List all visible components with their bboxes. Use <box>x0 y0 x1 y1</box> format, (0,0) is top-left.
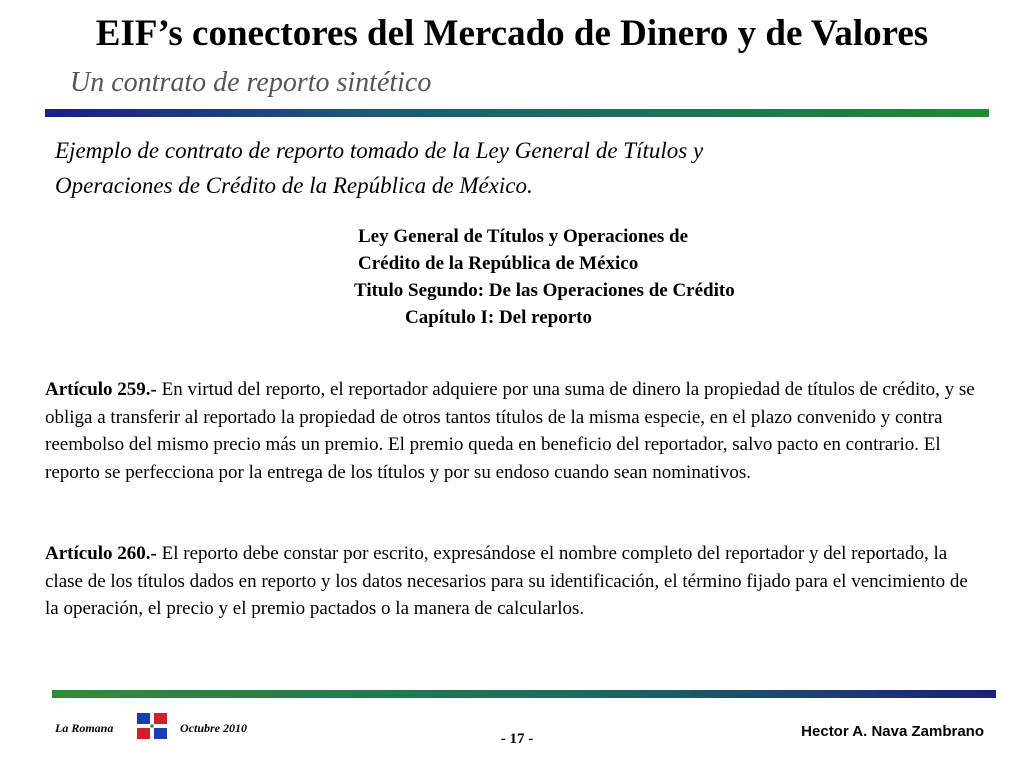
footer-location: La Romana <box>55 721 114 735</box>
slide-title: EIF’s conectores del Mercado de Dinero y de Valores <box>95 13 929 54</box>
law-heading-chapter: Capítulo I: Del reporto <box>405 307 592 328</box>
header-divider <box>45 109 989 117</box>
intro-line-2: Operaciones de Crédito de la República de México. <box>55 173 533 198</box>
intro-line-1: Ejemplo de contrato de reporto tomado de la Ley General de Títulos y <box>55 138 704 163</box>
law-heading-line-2: Crédito de la República de México <box>358 253 639 274</box>
slide-subtitle: Un contrato de reporto sintético <box>70 67 432 98</box>
article-260-label: Artículo 260.- <box>45 543 157 564</box>
article-259-text: En virtud del reporto, el reportador adquiere por una suma de dinero la propiedad de títulos de crédito, y se obliga a transferir al reportado la propiedad de otros tantos títulos de la misma especie, en el plazo convenido y contra reembolso del mismo precio más un premio. El premio queda en beneficio del reportador, salvo pacto en contrario. El reporto se perfecciona por la entrega de los títulos y por su endoso cuando sean nominativos. <box>45 379 975 483</box>
footer-divider <box>52 690 996 698</box>
footer-author: Hector A. Nava Zambrano <box>801 723 984 740</box>
law-heading-line-1: Ley General de Títulos y Operaciones de <box>358 226 689 247</box>
footer-date: Octubre 2010 <box>180 721 247 735</box>
law-heading-title: Titulo Segundo: De las Operaciones de Crédito <box>354 280 735 301</box>
article-260-text: El reporto debe constar por escrito, expresándose el nombre completo del reportador y del reportado, la clase de los títulos dados en reporto y los datos necesarios para su identificación, el término fijado para el vencimiento de la operación, el precio y el premio pactados o la manera de calcularlos. <box>45 543 968 619</box>
article-259 <box>45 376 980 486</box>
article-259-label: Artículo 259.- <box>45 379 157 400</box>
intro-text <box>55 133 915 203</box>
page-number: - 17 - <box>500 731 534 747</box>
article-260 <box>45 540 980 623</box>
